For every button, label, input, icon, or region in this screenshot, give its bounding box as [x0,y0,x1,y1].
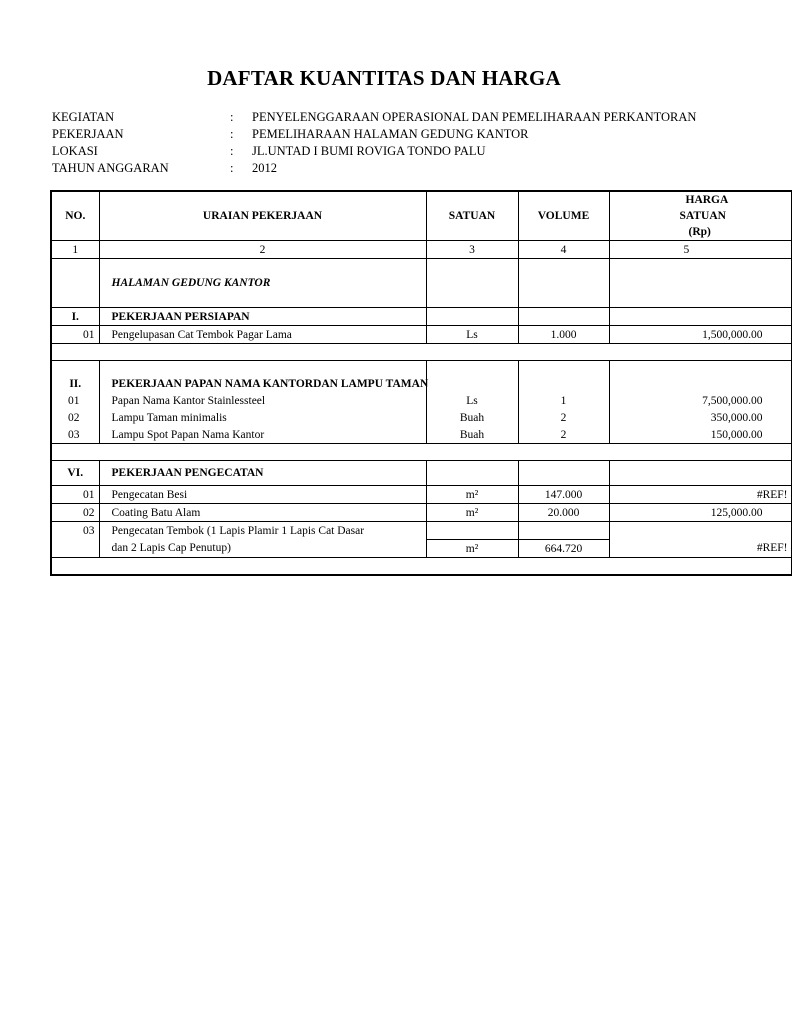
table-row-continued [51,540,791,558]
empty-cell [426,461,518,486]
meta-colon: : [230,161,234,175]
index-cell: 1 [51,241,99,259]
item-no: 03 [51,522,99,540]
spacer-cell [51,558,791,576]
spacer-cell [51,361,99,376]
group-no: II. [51,375,99,392]
quantity-price-table [50,190,792,576]
group-row [51,308,791,326]
empty-cell [609,461,791,486]
group-title: PEKERJAAN PAPAN NAMA KANTORDAN LAMPU TAMAN [99,375,426,392]
item-harga: #REF! [609,540,791,558]
header-harga-line3: (Rp) [688,226,711,238]
item-satuan: Buah [426,426,518,444]
meta-colon: : [230,127,234,141]
section-title: HALAMAN GEDUNG KANTOR [99,259,426,308]
table-header-row [51,191,791,241]
spacer-row [51,361,791,376]
item-harga: 7,500,000.00 [609,392,791,409]
header-uraian: URAIAN PEKERJAAN [99,191,426,241]
empty-cell [518,522,609,540]
empty-cell [426,308,518,326]
item-volume: 147.000 [518,486,609,504]
empty-cell [51,540,99,558]
empty-cell [609,375,791,392]
meta-label: PEKERJAAN [52,127,124,141]
spacer-cell [426,361,518,376]
item-harga: 1,500,000.00 [609,326,791,344]
index-cell: 5 [609,241,791,259]
item-harga: 125,000.00 [609,504,791,522]
meta-value: 2012 [252,161,277,175]
meta-colon: : [230,110,234,124]
item-volume: 20.000 [518,504,609,522]
section-volume [518,259,609,308]
index-cell: 2 [99,241,426,259]
item-uraian: Pengecatan Besi [99,486,426,504]
empty-cell [609,522,791,540]
meta-kegiatan [52,109,696,126]
header-no: NO. [51,191,99,241]
spacer-row [51,558,791,576]
item-harga: #REF! [609,486,791,504]
table-row [51,392,791,409]
empty-cell [518,461,609,486]
meta-tahun-anggaran [52,160,696,177]
group-row [51,461,791,486]
empty-cell [426,522,518,540]
document-meta [52,109,696,177]
table-row [51,486,791,504]
table-row [51,326,791,344]
item-volume: 2 [518,409,609,426]
meta-label: KEGIATAN [52,110,115,124]
spacer-row [51,444,791,461]
item-volume: 664.720 [518,540,609,558]
item-no: 02 [51,409,99,426]
item-uraian: Pengelupasan Cat Tembok Pagar Lama [99,326,426,344]
item-uraian: Lampu Spot Papan Nama Kantor [99,426,426,444]
header-harga [609,191,791,241]
meta-value: PENYELENGGARAAN OPERASIONAL DAN PEMELIHARAAN PERKANTORAN [252,110,697,124]
item-volume: 2 [518,426,609,444]
meta-value: JL.UNTAD I BUMI ROVIGA TONDO PALU [252,144,486,158]
item-uraian: Pengecatan Tembok (1 Lapis Plamir 1 Lapis Cat Dasar [99,522,426,540]
table-row [51,504,791,522]
spacer-cell [99,361,426,376]
item-satuan: Ls [426,392,518,409]
item-volume: 1 [518,392,609,409]
spacer-cell [51,344,791,361]
meta-label: LOKASI [52,144,98,158]
item-uraian: Lampu Taman minimalis [99,409,426,426]
item-no: 02 [51,504,99,522]
item-uraian: Coating Batu Alam [99,504,426,522]
group-title: PEKERJAAN PENGECATAN [99,461,426,486]
meta-lokasi [52,143,696,160]
empty-cell [518,308,609,326]
meta-value: PEMELIHARAAN HALAMAN GEDUNG KANTOR [252,127,529,141]
item-no: 01 [51,326,99,344]
header-satuan: SATUAN [426,191,518,241]
item-satuan: Buah [426,409,518,426]
item-satuan: m² [426,486,518,504]
item-volume: 1.000 [518,326,609,344]
header-volume: VOLUME [518,191,609,241]
spacer-row [51,344,791,361]
section-harga [609,259,791,308]
item-harga: 350,000.00 [609,409,791,426]
item-no: 03 [51,426,99,444]
empty-cell [609,308,791,326]
item-satuan: Ls [426,326,518,344]
item-uraian-continued: dan 2 Lapis Cap Penutup) [99,540,426,558]
empty-cell [518,375,609,392]
group-no: VI. [51,461,99,486]
meta-colon: : [230,144,234,158]
index-cell: 4 [518,241,609,259]
group-no: I. [51,308,99,326]
item-satuan: m² [426,540,518,558]
spacer-cell [518,361,609,376]
meta-label: TAHUN ANGGARAN [52,161,169,175]
spacer-cell [609,361,791,376]
quantity-price-table-wrapper [50,190,788,565]
item-harga: 150,000.00 [609,426,791,444]
header-harga-line2: SATUAN [679,210,726,222]
table-index-row [51,241,791,259]
item-no: 01 [51,486,99,504]
meta-pekerjaan [52,126,696,143]
section-row [51,259,791,308]
group-title: PEKERJAAN PERSIAPAN [99,308,426,326]
item-no: 01 [51,392,99,409]
empty-cell [426,375,518,392]
table-row [51,409,791,426]
item-uraian: Papan Nama Kantor Stainlessteel [99,392,426,409]
page-title: DAFTAR KUANTITAS DAN HARGA [207,66,561,90]
section-no [51,259,99,308]
spacer-cell [51,444,791,461]
table-row [51,426,791,444]
section-satuan [426,259,518,308]
item-satuan: m² [426,504,518,522]
header-harga-line1: HARGA [685,194,729,206]
group-row [51,375,791,392]
index-cell: 3 [426,241,518,259]
table-row [51,522,791,540]
